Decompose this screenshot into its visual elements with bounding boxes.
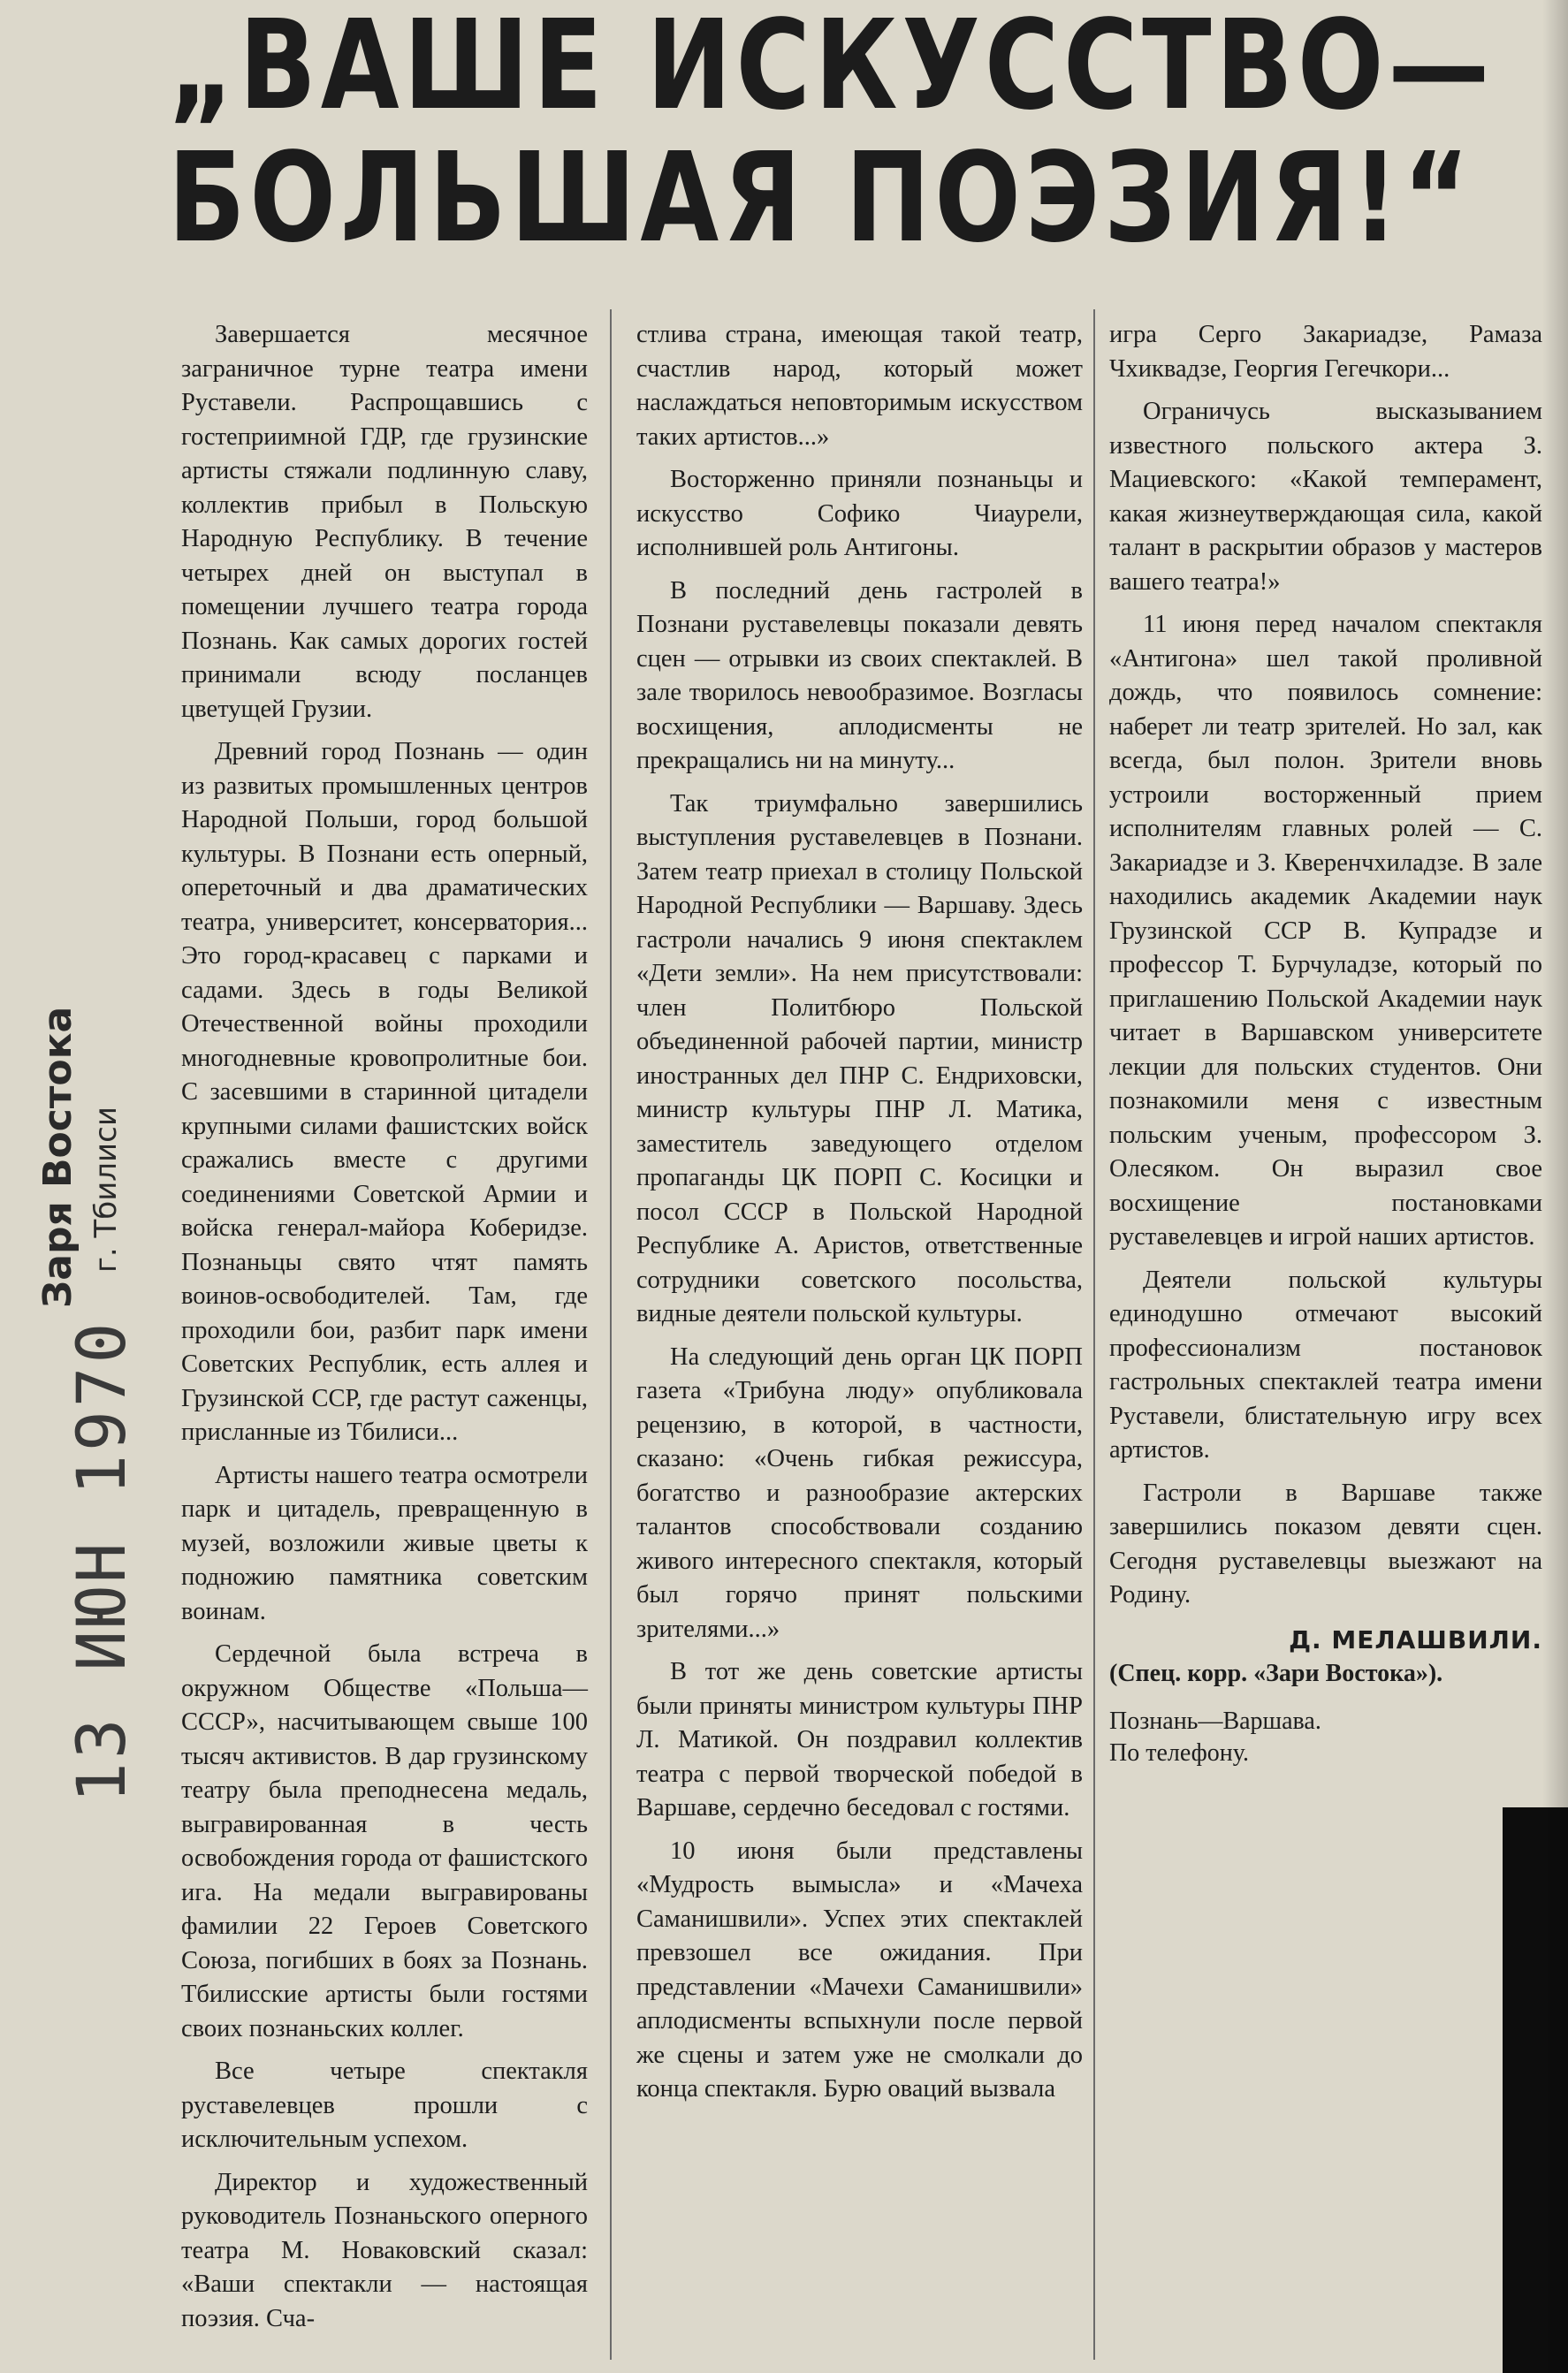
paragraph: Ограничусь высказыванием известного польского актера З. Мациевского: «Какой темперамент, какая жизнеутверждающая сила, какой талант в раскрытии образов у мастеров вашего театра!» bbox=[1109, 398, 1542, 596]
scan-edge-shadow bbox=[1542, 0, 1568, 2373]
dateline-place: Познань—Варшава. bbox=[1109, 1707, 1321, 1735]
column-divider-1 bbox=[610, 309, 612, 2360]
headline bbox=[168, 0, 1495, 270]
paragraph: На следующий день орган ЦК ПОРП газета «Трибуна люду» опубликовала рецензию, в которой, в частности, сказано: «Очень гибкая режиссура, богатство и разнообразие актерских талантов способствовали созданию живого интересного спектакля, который был горячо принят польскими зрителями...» bbox=[636, 1342, 1083, 1643]
paragraph: В тот же день советские артисты были приняты министром культуры ПНР Л. Матикой. Он поздравил коллектив театра с первой творческой победой в Варшаве, сердечно беседовал с гостями. bbox=[636, 1658, 1083, 1822]
paragraph: Сердечной была встреча в окружном Обществе «Польша—СССР», насчитывающем свыше 100 тысяч активистов. В дар грузинскому театру была преподнесена медаль, выгравированная в честь освобождения города от фашистского ига. На медали выгравированы фамилии 22 Героев Советского Союза, погибших в боях за Познань. Тбилисские артисты были гостями своих познаньских коллег. bbox=[181, 1640, 588, 2042]
column-divider-2 bbox=[1093, 309, 1095, 2360]
publication-stamp bbox=[18, 1008, 159, 1361]
author-note: (Спец. корр. «Зари Востока»). bbox=[1109, 1660, 1443, 1687]
article-column-1 bbox=[181, 318, 588, 2345]
paragraph: Директор и художественный руководитель Познаньского оперного театра М. Новаковский сказал: «Ваши спектакли — настоящая поэзия. Сча- bbox=[181, 2168, 588, 2332]
paragraph: Так триумфально завершились выступления руставелевцев в Познани. Затем театр приехал в столицу Польской Народной Республики — Варшаву. Здесь гастроли начались 9 июня спектаклем «Дети земли». На нем присутствовали: член Политбюро Польской объединенной рабочей партии, министр иностранных дел ПНР С. Ендриховски, министр культуры ПНР Л. Матика, заместитель заведующего отделом пропаганды ЦК ПОРП С. Косицки и посол СССР в Польской Народной Республике А. Аристов, ответственные сотрудники советского посольства, видные деятели польской культуры. bbox=[636, 789, 1083, 1327]
dateline-method: По телефону. bbox=[1109, 1738, 1249, 1767]
headline-line-1: „ВАШЕ ИСКУССТВО— bbox=[168, 0, 1495, 138]
date-stamp: 13 ИЮН 1970 bbox=[62, 1319, 141, 1803]
author-signature: Д. МЕЛАШВИЛИ. bbox=[1289, 1624, 1542, 1654]
article-column-3 bbox=[1109, 318, 1542, 1769]
paragraph: 10 июня были представлены «Мудрость вымысла» и «Мачеха Саманишвили». Успех этих спектаклей превзошел все ожидания. При представлении «Мачехи Саманишвили» аплодисменты вспыхнули после первой же сцены и затем уже не смолкали до конца спектакля. Бурю оваций вызвала bbox=[636, 1837, 1083, 2103]
article-column-2 bbox=[636, 318, 1083, 2116]
publication-name: Заря Востока bbox=[35, 1006, 80, 1308]
paragraph: стлива страна, имеющая такой театр, счастлив народ, который может наслаждаться неповторимым искусством таких артистов...» bbox=[636, 321, 1083, 451]
paragraph: Деятели польской культуры единодушно отмечают высокий профессионализм постановок гастрольных спектаклей театра имени Руставели, блистательную игру всех артистов. bbox=[1109, 1266, 1542, 1464]
headline-line-2: БОЛЬШАЯ ПОЭЗИЯ!“ bbox=[168, 126, 1474, 270]
paragraph: Артисты нашего театра осмотрели парк и цитадель, превращенную в музей, возложили живые цветы к подножию памятника советским воинам. bbox=[181, 1461, 588, 1625]
paragraph: Гастроли в Варшаве также завершились показом девяти сцен. Сегодня руставелевцы выезжают на Родину. bbox=[1109, 1479, 1542, 1609]
paragraph: Все четыре спектакля руставелевцев прошли с исключительным успехом. bbox=[181, 2057, 588, 2153]
paragraph: Завершается месячное заграничное турне театра имени Руставели. Распрощавшись с гостеприимной ГДР, где грузинские артисты стяжали подлинную славу, коллектив прибыл в Польскую Народную Республику. В течение четырех дней он выступал в помещении лучшего театра города Познань. Как самых дорогих гостей принимали всюду посланцев цветущей Грузии. bbox=[181, 321, 588, 723]
dateline bbox=[1109, 1706, 1542, 1769]
paragraph: В последний день гастролей в Познани руставелевцы показали девять сцен — отрывки из своих спектаклей. В зале творилось невообразимое. Возгласы восхищения, аплодисменты не прекращались ни на минуту... bbox=[636, 576, 1083, 774]
paragraph: Древний город Познань — один из развитых промышленных центров Народной Польши, город большой культуры. В Познани есть оперный, опереточный и два драматических театра, университет, консерватория... Это город-красавец с парками и садами. Здесь в годы Великой Отечественной войны проходили многодневные кровопролитные бои. С засевшими в старинной цитадели крупными силами фашистских войск сражались вместе с другими соединениями Советской Армии и войска генерал-майора Коберидзе. Познаньцы свято чтят память воинов-освободителей. Там, где проходили бои, разбит парк имени Советских Республик, есть аллея и Грузинской ССР, где растут саженцы, присланные из Тбилиси... bbox=[181, 738, 588, 1446]
paragraph: игра Серго Закариадзе, Рамаза Чхиквадзе, Георгия Гегечкори... bbox=[1109, 321, 1542, 383]
paragraph: 11 июня перед началом спектакля «Антигона» шел такой проливной дождь, что появилось сомнение: наберет ли театр зрителей. Но зал, как всегда, был полон. Зрители вновь устроили восторженный прием исполнителям главных ролей — С. Закариадзе и З. Кверенчхиладзе. В зале находились академик Академии наук Грузинской ССР В. Купрадзе и профессор Т. Бурчуладзе, который по приглашению Польской Академии наук читает в Варшавском университете лекции для польских студентов. Они познакомили меня с известным польским ученым, профессором З. Олесяком. Он выразил свое восхищение постановками руставелевцев и игрой наших артистов. bbox=[1109, 611, 1542, 1251]
publication-city: г. Тбилиси bbox=[88, 1107, 124, 1273]
paragraph: Восторженно приняли познаньцы и искусство Софико Чиаурели, исполнившей роль Антигоны. bbox=[636, 466, 1083, 561]
